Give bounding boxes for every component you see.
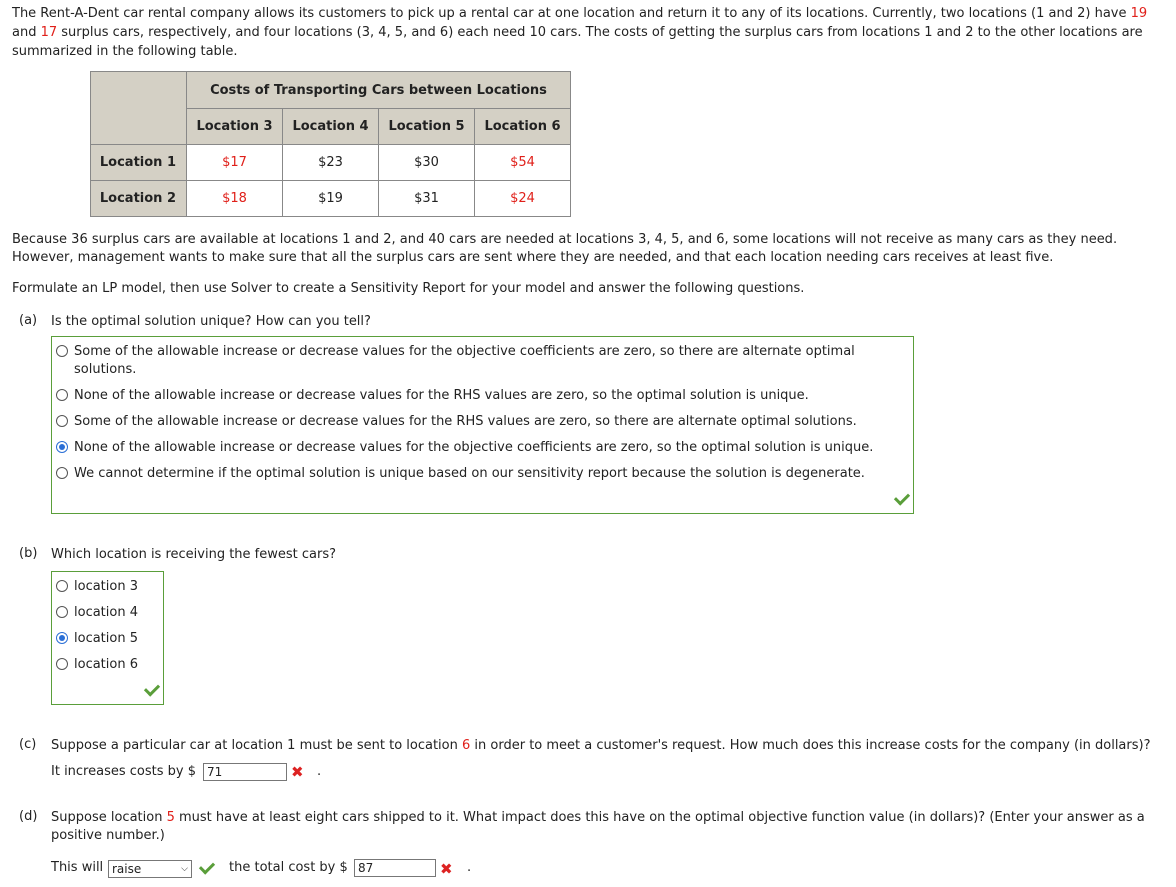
option-label: location 6 xyxy=(74,657,138,672)
question-b-label: (b) xyxy=(19,546,38,561)
period: . xyxy=(467,860,472,875)
surplus-location-1: 19 xyxy=(1130,6,1148,21)
option-label: None of the allowable increase or decrease values for the objective coefficients are zero, so the optimal solution is unique. xyxy=(74,440,874,455)
this-will-label: This will xyxy=(51,860,104,875)
question-d-text xyxy=(51,809,1161,845)
table-cell: $24 xyxy=(475,181,571,217)
table-cell: $17 xyxy=(187,145,283,181)
table-cell: $30 xyxy=(379,145,475,181)
option-label: None of the allowable increase or decrease values for the RHS values are zero, so the optimal solution is unique. xyxy=(74,388,809,403)
table-title: Costs of Transporting Cars between Locations xyxy=(187,72,571,109)
intro-text-2: and xyxy=(12,25,41,40)
radio-button[interactable] xyxy=(56,415,68,427)
question-c-text xyxy=(51,737,1150,755)
question-d-text-1: Suppose location xyxy=(51,810,167,825)
row-header: Location 2 xyxy=(91,181,187,217)
option-label: location 3 xyxy=(74,579,138,594)
question-b-option[interactable] xyxy=(56,630,138,648)
intro-paragraph xyxy=(12,4,1164,61)
period: . xyxy=(317,764,322,779)
question-a-text: Is the optimal solution unique? How can you tell? xyxy=(51,314,371,329)
radio-button[interactable] xyxy=(56,580,68,592)
question-b-option[interactable] xyxy=(56,578,138,596)
option-label: location 5 xyxy=(74,631,138,646)
table-cell: $23 xyxy=(283,145,379,181)
question-c-label: (c) xyxy=(19,737,37,752)
incorrect-x-icon: ✖ xyxy=(291,763,304,781)
question-b-text: Which location is receiving the fewest cars? xyxy=(51,547,337,562)
instruction-paragraph: Formulate an LP model, then use Solver to create a Sensitivity Report for your model and answer the following questions. xyxy=(12,281,805,296)
option-label: We cannot determine if the optimal solution is unique based on our sensitivity report because the solution is degenerate. xyxy=(74,466,865,481)
question-c-text-1: Suppose a particular car at location 1 must be sent to location xyxy=(51,738,462,753)
row-header: Location 1 xyxy=(91,145,187,181)
question-d-location: 5 xyxy=(166,810,175,825)
impact-dropdown[interactable] xyxy=(108,860,192,878)
chevron-down-icon: ⌵ xyxy=(181,864,188,874)
question-d-cost-text: the total cost by $ xyxy=(229,860,348,875)
question-a-option[interactable] xyxy=(56,439,873,457)
surplus-location-2: 17 xyxy=(40,25,58,40)
option-label: Some of the allowable increase or decrease values for the RHS values are zero, so there are alternate optimal solutions. xyxy=(74,414,857,429)
correct-check-icon xyxy=(199,858,215,874)
question-d-label: (d) xyxy=(19,809,38,824)
radio-button[interactable] xyxy=(56,345,68,357)
col-header: Location 6 xyxy=(475,109,571,145)
question-b-option[interactable] xyxy=(56,656,138,674)
col-header: Location 5 xyxy=(379,109,475,145)
option-label: location 4 xyxy=(74,605,138,620)
col-header: Location 4 xyxy=(283,109,379,145)
table-cell: $18 xyxy=(187,181,283,217)
question-d-answer-input[interactable]: 87 xyxy=(354,859,436,877)
question-c-location: 6 xyxy=(462,738,471,753)
intro-text-3: surplus cars, respectively, and four locations (3, 4, 5, and 6) each need 10 cars. The costs of getting the surplus cars from locations 1 and 2 to the other locations are summarized in the following table. xyxy=(12,25,1143,59)
intro-text-1: The Rent-A-Dent car rental company allows its customers to pick up a rental car at one location and return it to any of its locations. Currently, two locations (1 and 2) have xyxy=(12,6,1131,21)
impact-dropdown-value: raise xyxy=(112,862,142,876)
cost-table xyxy=(90,71,571,217)
question-c-answer-input[interactable]: 71 xyxy=(203,763,287,781)
table-row xyxy=(91,145,571,181)
radio-button[interactable] xyxy=(56,467,68,479)
radio-button[interactable] xyxy=(56,389,68,401)
question-b-option[interactable] xyxy=(56,604,138,622)
table-cell: $31 xyxy=(379,181,475,217)
question-a-option[interactable] xyxy=(56,413,857,431)
radio-button[interactable] xyxy=(56,658,68,670)
incorrect-x-icon: ✖ xyxy=(440,860,453,878)
radio-button-selected[interactable] xyxy=(56,441,68,453)
table-cell: $54 xyxy=(475,145,571,181)
option-label: Some of the allowable increase or decrease values for the objective coefficients are zero, so there are alternate optimal solutions. xyxy=(74,344,855,377)
question-c-text-2: in order to meet a customer's request. How much does this increase costs for the company (in dollars)? xyxy=(470,738,1151,753)
table-cell: $19 xyxy=(283,181,379,217)
table-corner xyxy=(91,72,187,145)
col-header: Location 3 xyxy=(187,109,283,145)
question-a-label: (a) xyxy=(19,313,38,328)
question-c-answer-prefix: It increases costs by $ xyxy=(51,764,196,779)
problem-paragraph: Because 36 surplus cars are available at locations 1 and 2, and 40 cars are needed at locations 3, 4, 5, and 6, some locations will not receive as many cars as they need. However, management wants to make sure that all the surplus cars are sent where they are needed, and that each location needing cars receives at least five. xyxy=(12,232,1118,265)
question-a-option[interactable] xyxy=(56,343,876,379)
table-row xyxy=(91,181,571,217)
question-a-option[interactable] xyxy=(56,465,865,483)
question-a-option[interactable] xyxy=(56,387,809,405)
radio-button[interactable] xyxy=(56,606,68,618)
radio-button-selected[interactable] xyxy=(56,632,68,644)
question-d-text-2: must have at least eight cars shipped to it. What impact does this have on the optimal objective function value (in dollars)? (Enter your answer as a positive number.) xyxy=(51,810,1145,843)
